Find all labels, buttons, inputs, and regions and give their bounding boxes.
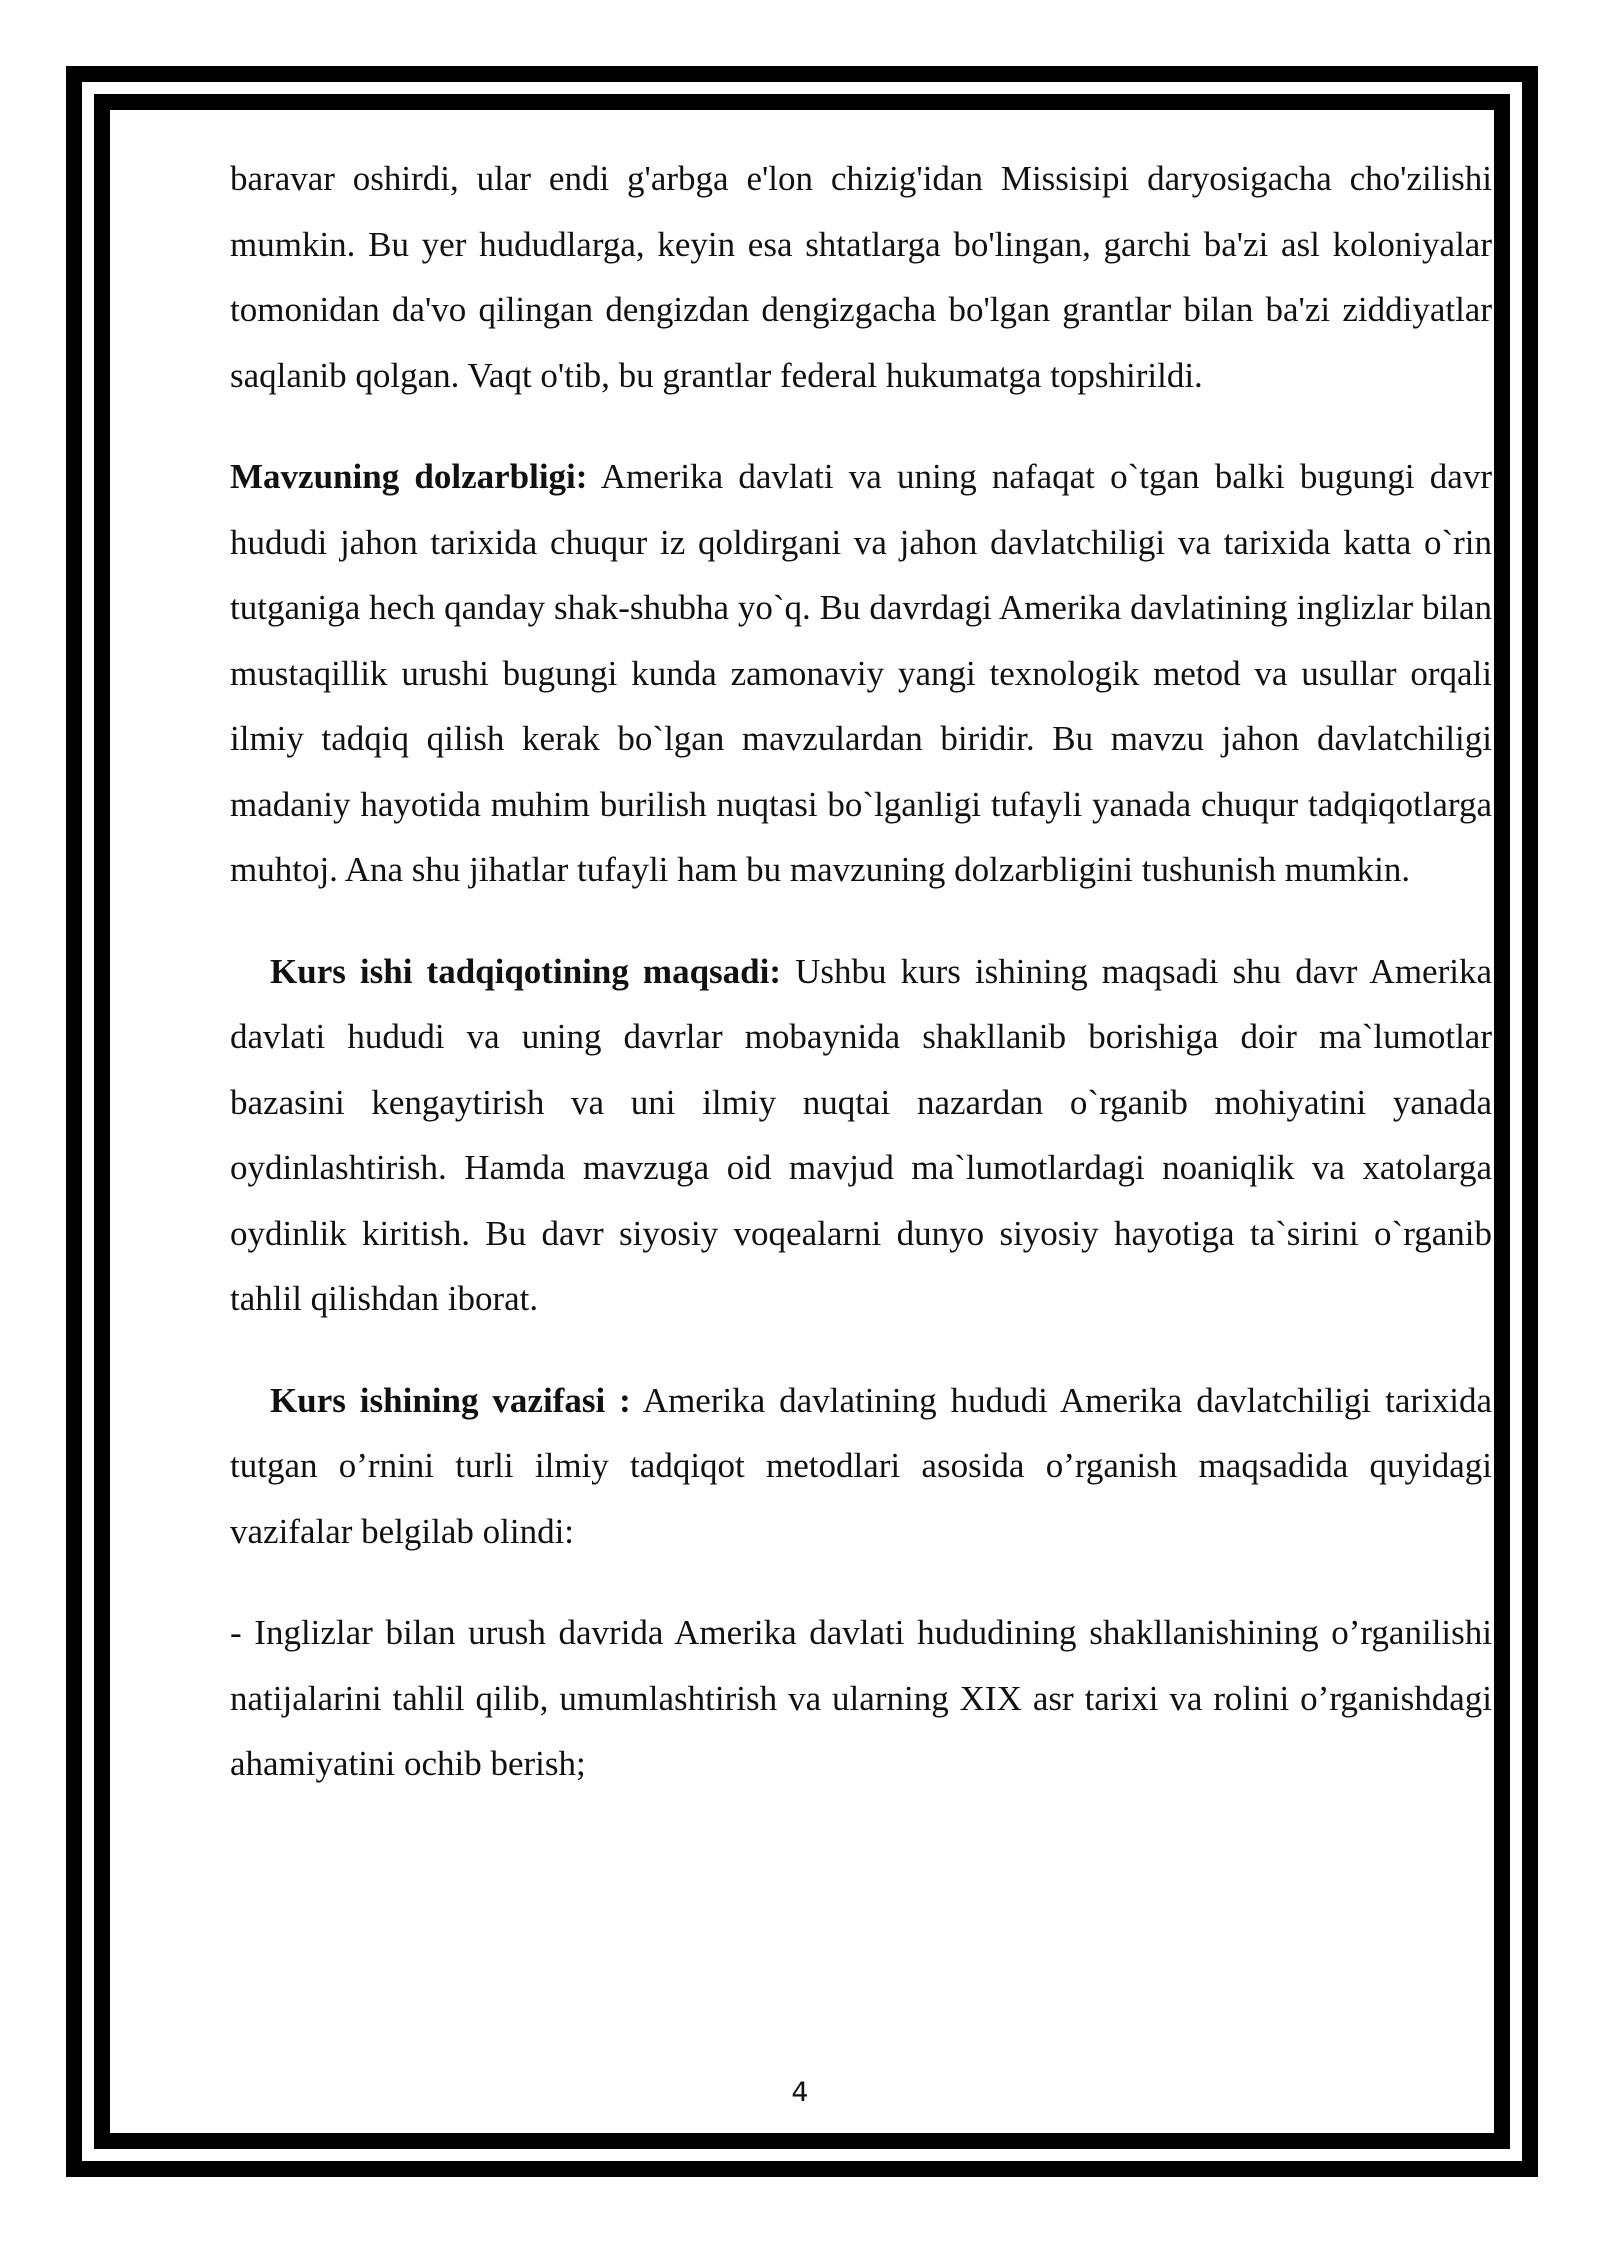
paragraph-territory-continuation xyxy=(230,146,1492,408)
paragraph-task-item xyxy=(230,1600,1492,1797)
paragraph-text: Ushbu kurs ishining maqsadi shu davr Amerika davlati hududi va uning davrlar mobaynida shakllanib borishiga doir ma`lumotlar bazasini kengaytirish va uni ilmiy nuqtai nazardan o`rganib mohiyatini yanada oydinlashtirish. Hamda mavzuga oid mavjud ma`lumotlardagi noaniqlik va xatolarga oydinlik kiritish. Bu davr siyosiy voqealarni dunyo siyosiy hayotiga ta`sirini o`rganib tahlil qilishdan iborat. xyxy=(230,951,1492,1318)
paragraph-text: Amerika davlatining hududi Amerika davlatchiligi tarixida tutgan o’rnini turli ilmiy tadqiqot metodlari asosida o’rganish maqsadida quyidagi vazifalar belgilab olindi: xyxy=(230,1380,1492,1551)
paragraph-research-goal xyxy=(230,939,1492,1332)
paragraph-tasks xyxy=(230,1368,1492,1565)
paragraph-heading: Kurs ishi tadqiqotining maqsadi: xyxy=(270,951,782,991)
paragraph-heading: Kurs ishining vazifasi : xyxy=(270,1380,631,1420)
page-number: 4 xyxy=(791,2077,809,2108)
page-content xyxy=(230,146,1492,1797)
paragraph-relevance xyxy=(230,444,1492,903)
paragraph-heading: Mavzuning dolzarbligi: xyxy=(230,457,588,496)
paragraph-text: Amerika davlati va uning nafaqat o`tgan balki bugungi davr hududi jahon tarixida chuqur iz qoldirgani va jahon davlatchiligi va tarixida katta o`rin tutganiga hech qanday shak-shubha yo`q. Bu davrdagi Amerika davlatining inglizlar bilan mustaqillik urushi bugungi kunda zamonaviy yangi texnologik metod va usullar orqali ilmiy tadqiq qilish kerak bo`lgan mavzulardan biridir. Bu mavzu jahon davlatchiligi madaniy hayotida muhim burilish nuqtasi bo`lganligi tufayli yanada chuqur tadqiqotlarga muhtoj. Ana shu jihatlar tufayli ham bu mavzuning dolzarbligini tushunish mumkin. xyxy=(230,457,1492,889)
paragraph-text: baravar oshirdi, ular endi g'arbga e'lon chizig'idan Missisipi daryosigacha cho'zilishi mumkin. Bu yer hududlarga, keyin esa shtatlarga bo'lingan, garchi ba'zi asl koloniyalar tomonidan da'vo qilingan dengizdan dengizgacha bo'lgan grantlar bilan ba'zi ziddiyatlar saqlanib qolgan. Vaqt o'tib, bu grantlar federal hukumatga topshirildi. xyxy=(230,159,1492,395)
paragraph-text: - Inglizlar bilan urush davrida Amerika davlati hududining shakllanishining o’rganilishi natijalarini tahlil qilib, umumlashtirish va ularning XIX asr tarixi va rolini o’rganishdagi ahamiyatini ochib berish; xyxy=(230,1613,1492,1783)
